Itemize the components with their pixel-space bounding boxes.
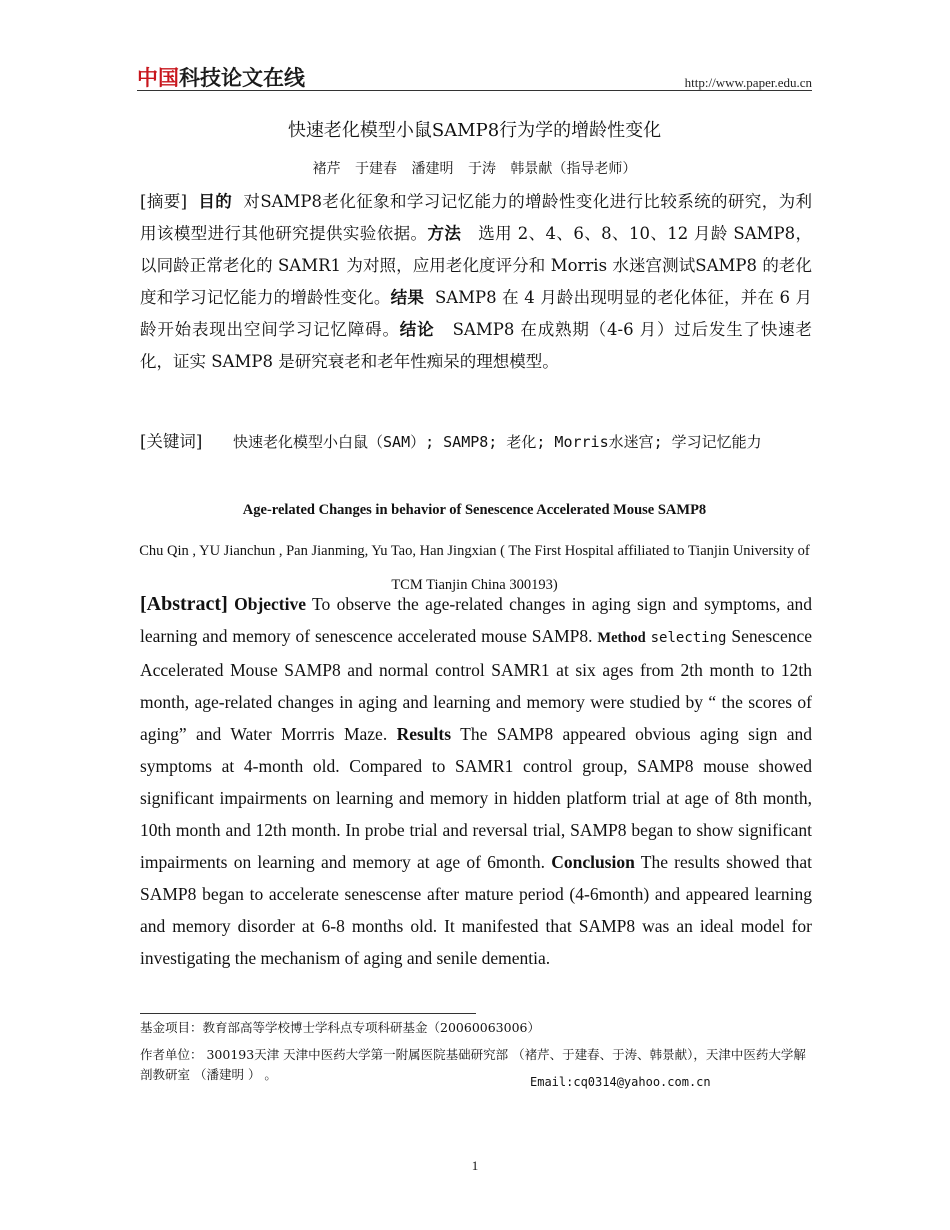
paper-title-en: Age-related Changes in behavior of Senescence Accelerated Mouse SAMP8	[242, 502, 707, 518]
footnote-email[interactable]: Email:cq0314@yahoo.com.cn	[530, 1075, 711, 1089]
authors-cn: 褚芹 于建春 潘建明 于涛 韩景献（指导老师）	[312, 161, 637, 177]
logo-black-text: 科技论文在线	[179, 66, 305, 90]
abstract-en-label: [Abstract]	[140, 593, 228, 615]
footnote-rule	[140, 1013, 476, 1014]
header-rule	[137, 90, 812, 91]
conclusion-cn-text: SAMP8 在成熟期（4-6 月）过后发生了快速老化，证实 SAMP8 是研究衰老和老年性痴呆的理想模型。	[140, 320, 812, 371]
page-header	[137, 62, 812, 90]
conclusion-en-label: Conclusion	[551, 852, 635, 872]
authors-en: Chu Qin , YU Jianchun , Pan Jianming, Yu Tao, Han Jingxian ( The First Hospital affiliated to Tianjin University of TCM Tianjin China 300193)	[139, 543, 810, 593]
abstract-en	[140, 588, 812, 974]
footnote-affiliation: 作者单位： 300193天津 天津中医药大学第一附属医院基础研究部 （褚芹、于建春、于涛、韩景献），天津中医药大学解剖教研室 （潘建明 ） 。	[140, 1047, 806, 1082]
keywords-cn-text: 快速老化模型小白鼠（SAM）; SAMP8; 老化; Morris水迷宫; 学习记忆能力	[233, 433, 762, 451]
method-en-label: Method	[597, 630, 646, 646]
site-url: http://www.paper.edu.cn	[684, 75, 812, 90]
footnote-fund: 基金项目：教育部高等学校博士学科点专项科研基金（20060063006）	[140, 1020, 540, 1035]
conclusion-en-text: The results showed that SAMP8 began to accelerate senescense after mature period (4-6month) and appeared learning and memory disorder at 6-8 months old. It manifested that SAMP8 was an ideal model for investigating the mechanism of aging and senile dementia.	[140, 852, 813, 968]
results-cn-text: SAMP8 在 4 月龄出现明显的老化体征，并在 6 月龄开始表现出空间学习记忆障碍。	[140, 288, 813, 339]
keywords-cn-label: [关键词]	[140, 432, 203, 451]
abstract-cn-label: [摘要]	[140, 192, 188, 211]
method-en-word: selecting	[650, 630, 727, 646]
paper-title-cn: 快速老化模型小鼠SAMP8行为学的增龄性变化	[287, 120, 662, 141]
method-cn-label: 方法	[427, 224, 462, 243]
objective-en-label: Objective	[234, 594, 307, 614]
objective-cn-text: 对SAMP8老化征象和学习记忆能力的增龄性变化进行比较系统的研究，为利用该模型进行其他研究提供实验依据。	[140, 192, 812, 243]
method-en-text: Senescence Accelerated Mouse SAMP8 and normal control SAMR1 at six ages from 2th month to 12th month, age-related changes in aging and learning and memory were studied by “ the scores of aging” and Water Morrris Maze.	[140, 626, 812, 744]
conclusion-cn-label: 结论	[399, 320, 435, 339]
site-logo	[137, 62, 305, 92]
logo-red-text: 中国	[137, 66, 179, 90]
results-en-label: Results	[396, 724, 452, 744]
results-en-text: The SAMP8 appeared obvious aging sign and symptoms at 4-month old. Compared to SAMR1 control group, SAMP8 mouse showed significant impairments on learning and memory in hidden platform trial at age of 8th month, 10th month and 12th month. In probe trial and reversal trial, SAMP8 began to show significant impairments on learning and memory at age of 6month.	[140, 724, 812, 872]
abstract-cn	[140, 186, 812, 378]
objective-cn-label: 目的	[198, 192, 233, 211]
method-cn-text: 选用 2、4、6、8、10、12 月龄 SAMP8，以同龄正常老化的 SAMR1 为对照，应用老化度评分和 Morris 水迷宫测试SAMP8 的老化度和学习记忆能力的增龄性变化。	[140, 224, 813, 307]
page-number: 1	[471, 1158, 479, 1173]
objective-en-text: To observe the age-related changes in aging sign and symptoms, and learning and memory of senescence accelerated mouse SAMP8.	[140, 594, 813, 646]
results-cn-label: 结果	[390, 288, 425, 307]
